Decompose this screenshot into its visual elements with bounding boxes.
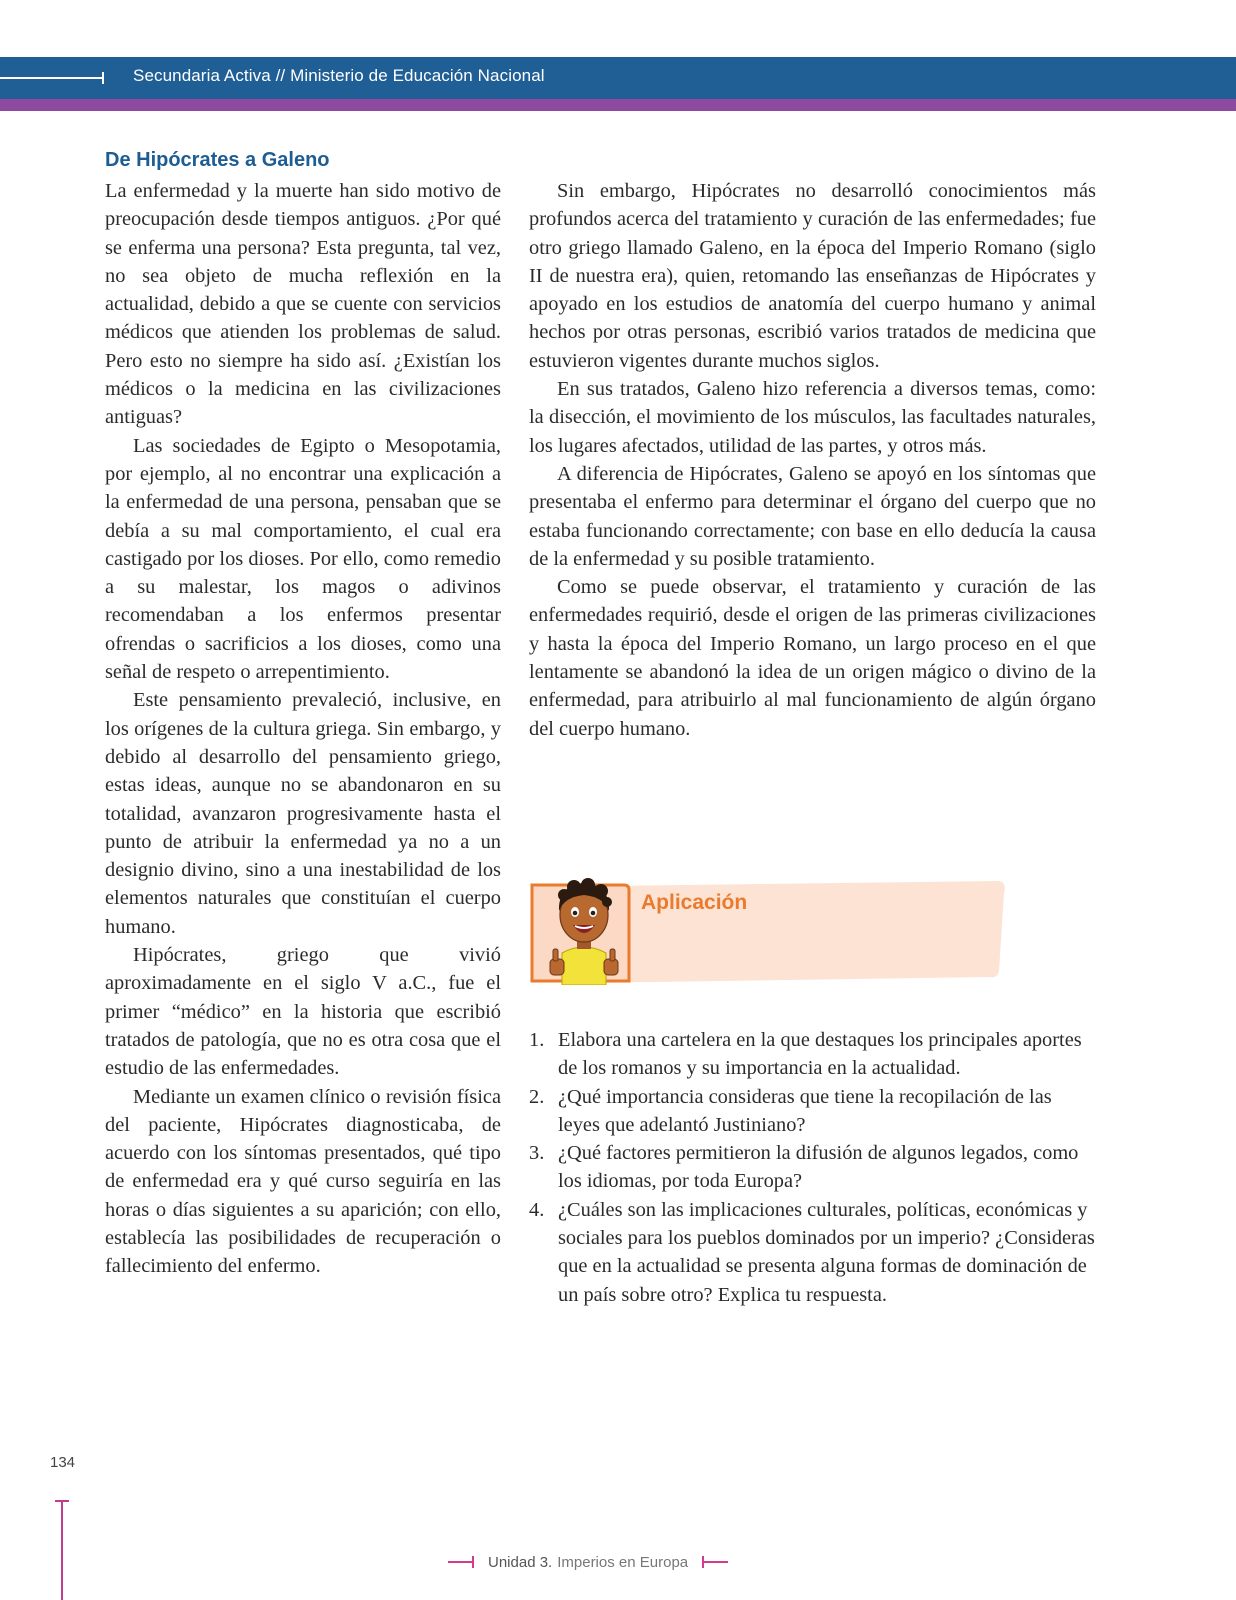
unit-name: Imperios en Europa: [557, 1553, 689, 1571]
left-column: [105, 177, 501, 1281]
paragraph: Las sociedades de Egipto o Mesopotamia, por ejemplo, al no encontrar una explicación a la enfermedad de una persona, pensaban que se debía a su mal comportamiento, el cual era castigado por los dioses. Por ello, como remedio a su malestar, los magos o adivinos recomendaban a los enfermos presentar ofrendas o sacrificios a los dioses, como una señal de respeto o arrepentimiento.: [105, 434, 501, 684]
right-column: [529, 177, 1096, 743]
paragraph: Sin embargo, Hipócrates no desarrolló conocimientos más profundos acerca del tratamiento y curación de las enfermedades; fue otro griego llamado Galeno, en la época del Imperio Romano (siglo II de nuestra era), quien, retomando las enseñanzas de Hipócrates y apoyado en los estudios de anatomía del cuerpo humano y animal hechos por otras personas, escribió varios tratados de medicina que estuvieron vigentes durante muchos siglos.: [529, 180, 1096, 372]
header-stripe: [0, 99, 1236, 111]
footer: [0, 1552, 1236, 1572]
header-rule-tick: [102, 72, 104, 84]
header-rule: [0, 77, 104, 79]
list-item-text: ¿Qué importancia consideras que tiene la recopilación de las leyes que adelantó Justiniano?: [558, 1085, 1052, 1136]
paragraph: Mediante un examen clínico o revisión física del paciente, Hipócrates diagnosticaba, de acuerdo con los síntomas presentados, qué tipo de enfermedad era y qué curso seguiría en las horas o días siguientes a su aparición; con ello, establecía las posibilidades de recuperación o fallecimiento del enfermo.: [105, 1085, 501, 1278]
paragraph: La enfermedad y la muerte han sido motivo de preocupación desde tiempos antiguos. ¿Por qué se enferma una persona? Esta pregunta, tal vez, no sea objeto de mucha reflexión en la actualidad, debido a que se cuente con servicios médicos que atienden los problemas de salud. Pero esto no siempre ha sido así. ¿Existían los médicos o la medicina en las civilizaciones antiguas?: [105, 180, 501, 429]
application-label: Aplicación: [641, 891, 748, 914]
unit-number: Unidad 3.: [488, 1553, 553, 1571]
header-title: Secundaria Activa // Ministerio de Educación Nacional: [133, 66, 545, 85]
list-item-number: 4.: [529, 1198, 545, 1221]
list-item-number: 1.: [529, 1029, 545, 1051]
list-item: [529, 1026, 1097, 1083]
list-item-number: 2.: [529, 1085, 545, 1108]
paragraph: Este pensamiento prevaleció, inclusive, en los orígenes de la cultura griega. Sin embargo, y debido al desarrollo del pensamiento griego, estas ideas, aunque no se abandonaron en su totalidad, avanzaron progresivamente hasta el punto de atribuir la enfermedad ya no a un designio divino, sino a una inestabilidad de los elementos naturales que constituían el cuerpo humano.: [105, 689, 501, 938]
list-item-number: 3.: [529, 1142, 545, 1165]
page-number: 134: [50, 1454, 76, 1471]
footer-bar-left: [448, 1561, 474, 1563]
question-list: [529, 1026, 1097, 1309]
margin-rule: [61, 1500, 63, 1600]
paragraph: Hipócrates, griego que vivió aproximadamente en el siglo V a.C., fue el primer “médico” en la historia que escribió tratados de patología, que no es otra cosa que el estudio de las enfermedades.: [105, 944, 501, 1080]
paragraph: Como se puede observar, el tratamiento y curación de las enfermedades requirió, desde el origen de las primeras civilizaciones y hasta la época del Imperio Romano, un largo proceso en el que lentamente se abandonó la idea de un origen mágico o divino de la enfermedad, para atribuirlo al mal funcionamiento de algún órgano del cuerpo humano.: [529, 576, 1096, 740]
application-box: [529, 879, 1009, 985]
student-thumbs-up-icon: [544, 875, 624, 985]
paragraph: A diferencia de Hipócrates, Galeno se apoyó en los síntomas que presentaba el enfermo para determinar el órgano del cuerpo que no estaba funcionando correctamente; con base en ello deducía la causa de la enfermedad y su posible tratamiento.: [529, 462, 1096, 570]
footer-bar-right: [702, 1561, 728, 1563]
list-item-text: Elabora una cartelera en la que destaques los principales aportes de los romanos y su importancia en la actualidad.: [558, 1029, 1082, 1080]
list-item: [529, 1139, 1097, 1196]
paragraph: En sus tratados, Galeno hizo referencia a diversos temas, como: la disección, el movimiento de los músculos, las facultades naturales, los lugares afectados, utilidad de las partes, y otros más.: [529, 378, 1096, 457]
list-item-text: ¿Qué factores permitieron la difusión de algunos legados, como los idiomas, por toda Europa?: [558, 1142, 1079, 1193]
section-title: De Hipócrates a Galeno: [105, 149, 330, 171]
list-item: [529, 1083, 1097, 1140]
list-item: [529, 1196, 1097, 1309]
list-item-text: ¿Cuáles son las implicaciones culturales, políticas, económicas y sociales para los pueblos dominados por un imperio? ¿Consideras que en la actualidad se presenta alguna formas de dominación de un país sobre otro? Explica tu respuesta.: [558, 1198, 1095, 1306]
